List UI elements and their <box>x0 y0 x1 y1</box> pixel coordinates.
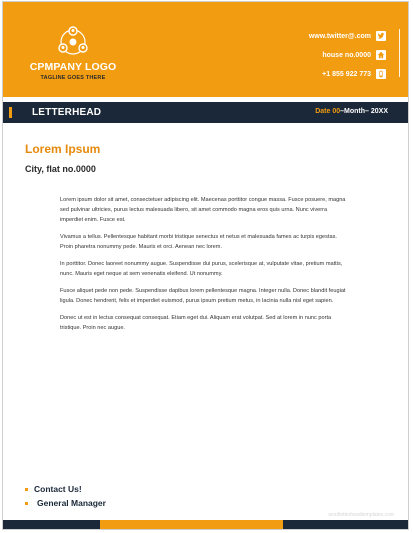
company-tagline: TAGLINE GOES THERE <box>40 75 106 81</box>
body-paragraph: Vivamus a tellus. Pellentesque habitant morbi tristique senectus et netus et malesuada fames ac turpis egestas. Proin pharetra nonummy pede. Mauris et orci. Aenean nec lorem. <box>60 234 337 250</box>
phone-icon <box>376 69 386 79</box>
contact-address <box>309 49 386 61</box>
body-paragraph: In porttitor. Donec laoreet nonummy augue. Suspendisse dui purus, scelerisque at, vulputate vitae, pretium mattis, nunc. Mauris eget neque at sem venenatis eleifend. Ut nonummy. <box>60 261 343 277</box>
watermark: wordletterheadtemplates.com <box>328 512 394 518</box>
home-icon <box>376 50 386 60</box>
contact-phone <box>309 68 386 80</box>
closing-contact <box>25 482 106 496</box>
body-paragraph: Fusce aliquet pede non pede. Suspendisse dapibus lorem pellentesque magna. Integer nulla. Donec blandit feugiat ligula. Donec hendrerit, felis et imperdiet euismod, purus ipsum pretium metus, in lacinia nulla nisl eget sapien. <box>60 288 346 304</box>
company-name: CPMPANY LOGO <box>29 61 117 73</box>
contact-address-text: house no.0000 <box>322 51 371 59</box>
letterhead-page <box>2 1 409 530</box>
contact-phone-text: +1 855 922 773 <box>322 70 371 78</box>
title-bar <box>3 102 408 123</box>
date-month-year: –Month– 20XX <box>340 108 388 115</box>
body-paragraph: Donec ut est in lectus consequat consequat. Etiam eget dui. Aliquam erat volutpat. Sed at lorem in nunc porta tristique. Proin nec augue. <box>60 315 332 331</box>
contact-list <box>309 30 386 87</box>
twitter-icon <box>376 31 386 41</box>
contact-twitter-text: www.twitter@.com <box>308 32 371 40</box>
contact-divider <box>399 29 400 77</box>
contact-twitter <box>309 30 386 42</box>
sender-name: Lorem Ipsum <box>25 142 101 156</box>
letterhead-title: LETTERHEAD <box>32 107 102 118</box>
letter-body <box>60 195 346 340</box>
sender-address: City, flat no.0000 <box>25 164 96 174</box>
date-day: Date 00 <box>315 108 341 115</box>
footer-bar <box>3 520 408 529</box>
team-logo-icon <box>55 24 91 60</box>
footer-segment-accent <box>100 520 283 529</box>
body-paragraph: Lorem ipsum dolor sit amet, consectetuer adipiscing elit. Maecenas porttitor congue massa. Fusce posuere, magna sed pulvinar ultricies, purus lectus malesuada libero, sit amet commodo magna eros quis urna. Nunc viverra imperdiet enim. Fusce est. <box>60 197 346 223</box>
bullet-icon <box>25 488 28 491</box>
header-banner <box>3 2 408 97</box>
general-manager-text: General Manager <box>37 498 106 508</box>
footer-segment-dark <box>3 520 100 529</box>
date-field <box>315 108 388 115</box>
footer-segment-dark <box>283 520 408 529</box>
contact-us-text: Contact Us! <box>34 484 82 494</box>
closing-title <box>25 496 106 510</box>
title-bar-accent <box>9 107 12 118</box>
company-logo <box>23 24 123 81</box>
bullet-icon <box>25 502 28 505</box>
closing-block <box>25 482 106 510</box>
